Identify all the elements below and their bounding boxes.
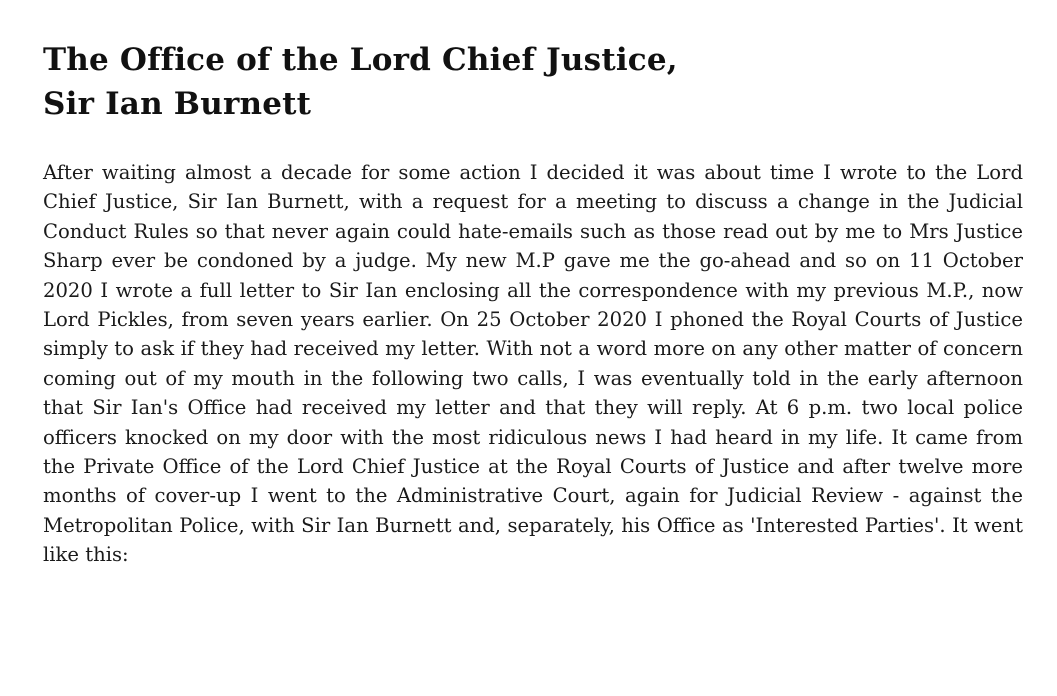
body-paragraph: After waiting almost a decade for some action I decided it was about time I wrote to the Lord Chief Justice, Sir Ian Burnett, with a request for a meeting to discuss a change in the Judicial Conduct Rules so that never again could hate-emails such as those read out by me to Mrs Justice Sharp ever be condoned by a judge. My new M.P gave me the go-ahead and so on 11 October 2020 I wrote a full letter to Sir Ian enclosing all the correspondence with my previous M.P., now Lord Pickles, from seven years earlier. On 25 October 2020 I phoned the Royal Courts of Justice simply to ask if they had received my letter. With not a word more on any other matter of concern coming out of my mouth in the following two calls, I was eventually told in the early afternoon that Sir Ian's Office had received my letter and that they will reply. At 6 p.m. two local police officers knocked on my door with the most ridiculous news I had heard in my life. It came from the Private Office of the Lord Chief Justice at the Royal Courts of Justice and after twelve more months of cover-up I went to the Administrative Court, again for Judicial Review - against the Metropolitan Police, with Sir Ian Burnett and, separately, his Office as 'Interested Parties'. It went like this: (43, 161, 1023, 567)
document-page (43, 38, 1023, 570)
page-title-line-1: The Office of the Lord Chief Justice, (43, 42, 678, 78)
page-title-line-2: Sir Ian Burnett (43, 86, 312, 122)
page-title (43, 38, 1023, 126)
